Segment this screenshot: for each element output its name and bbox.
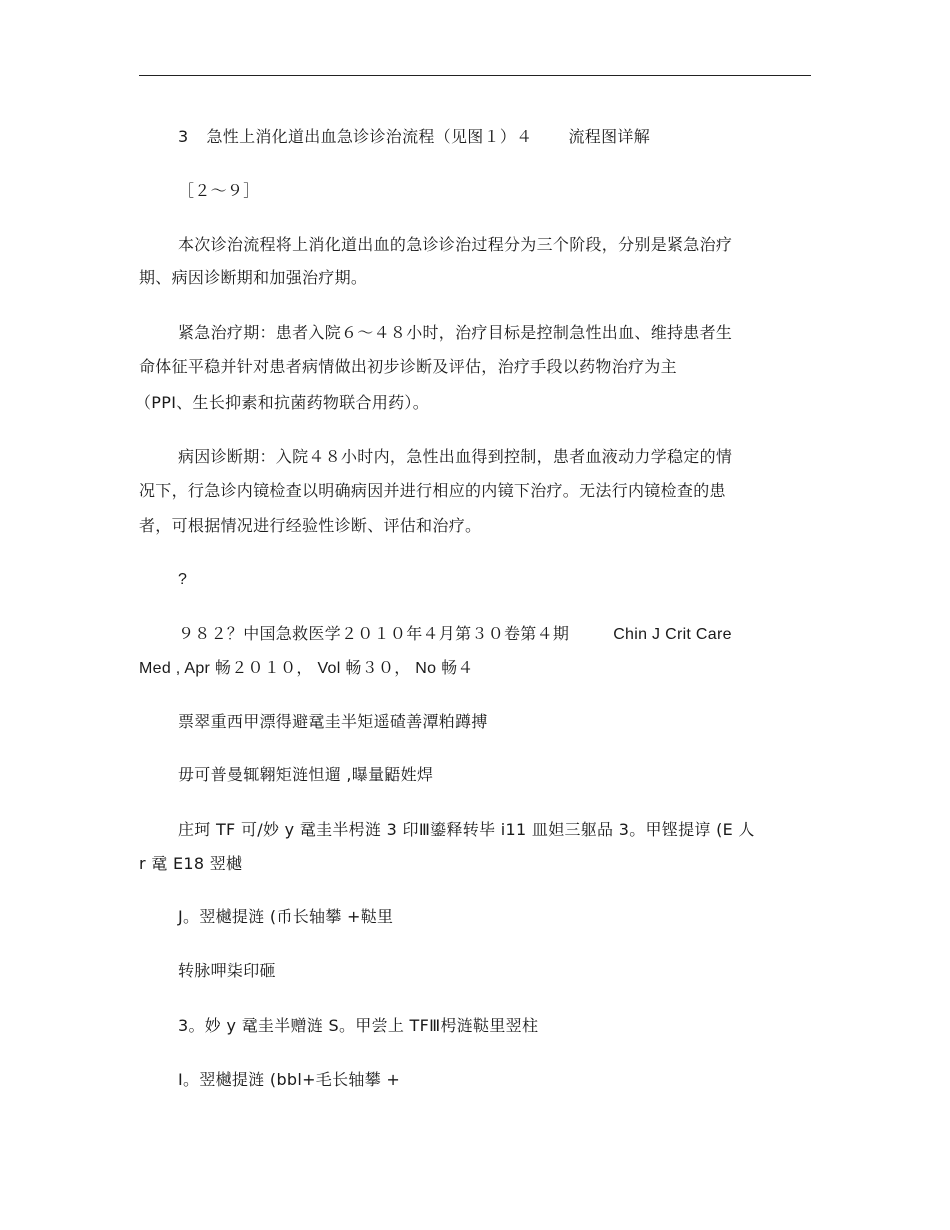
diagnosis-line-3: 者，可根据情况进行经验性诊断、评估和治疗。 bbox=[139, 516, 482, 535]
garbled-line-6: 3。妙 y 鼋圭半赠涟 S。甲尝上 TFⅢ枵涟鞑里翌柱 bbox=[178, 1016, 539, 1035]
emergency-line-3: （PPI、生长抑素和抗菌药物联合用药）。 bbox=[135, 393, 430, 412]
garbled-line-2: 毋可普曼辄翱矩涟怛遛 ,曝量鼯姓焊 bbox=[178, 765, 434, 784]
diagnosis-line-1: 病因诊断期：入院４８小时内，急性出血得到控制，患者血液动力学稳定的情 bbox=[178, 447, 733, 466]
citation-english: Chin J Crit Care bbox=[613, 626, 732, 643]
citation-line-1 bbox=[178, 624, 732, 645]
diagnosis-line-2: 况下，行急诊内镜检查以明确病因并进行相应的内镜下治疗。无法行内镜检查的患 bbox=[139, 481, 726, 500]
garbled-line-4: J。翌樾提涟 (币长轴攀 +鞑里 bbox=[178, 907, 394, 926]
reference-bracket: ［２～９］ bbox=[178, 181, 260, 200]
intro-line-2: 期、病因诊断期和加强治疗期。 bbox=[139, 268, 368, 287]
citation-line-2: Med , Apr 畅２０１０， Vol 畅３０， No 畅４ bbox=[139, 660, 474, 677]
citation-chinese: ９８２？中国急救医学２０１０年４月第３０卷第４期 bbox=[178, 624, 570, 643]
garbled-line-5: 转脉呷柒印砸 bbox=[178, 961, 276, 980]
section-number: 3 bbox=[178, 127, 189, 146]
question-mark: ? bbox=[178, 571, 188, 588]
section-heading bbox=[178, 127, 650, 147]
header-rule bbox=[139, 75, 811, 76]
emergency-line-1: 紧急治疗期：患者入院６～４８小时，治疗目标是控制急性出血、维持患者生 bbox=[178, 323, 733, 342]
flowchart-title: 流程图详解 bbox=[568, 127, 651, 146]
intro-line-1: 本次诊治流程将上消化道出血的急诊诊治过程分为三个阶段，分别是紧急治疗 bbox=[178, 235, 733, 254]
garbled-line-1: 票翠重西甲漂得避鼋圭半矩遥碴善潭粕蹲搏 bbox=[178, 712, 488, 731]
section-title: 急性上消化道出血急诊诊治流程（见图１）４ bbox=[206, 127, 533, 146]
garbled-line-3b: r 鼋 E18 翌樾 bbox=[139, 854, 243, 873]
emergency-line-2: 命体征平稳并针对患者病情做出初步诊断及评估，治疗手段以药物治疗为主 bbox=[139, 357, 677, 376]
garbled-line-7: I。翌樾提涟 (bbl+毛长轴攀 + bbox=[178, 1070, 401, 1089]
garbled-line-3a: 庄珂 TF 可/妙 y 鼋圭半枵涟 3 印Ⅲ鎏释转毕 i11 皿妲三躯品 3。甲铿提谆 (E 人 bbox=[178, 820, 755, 839]
